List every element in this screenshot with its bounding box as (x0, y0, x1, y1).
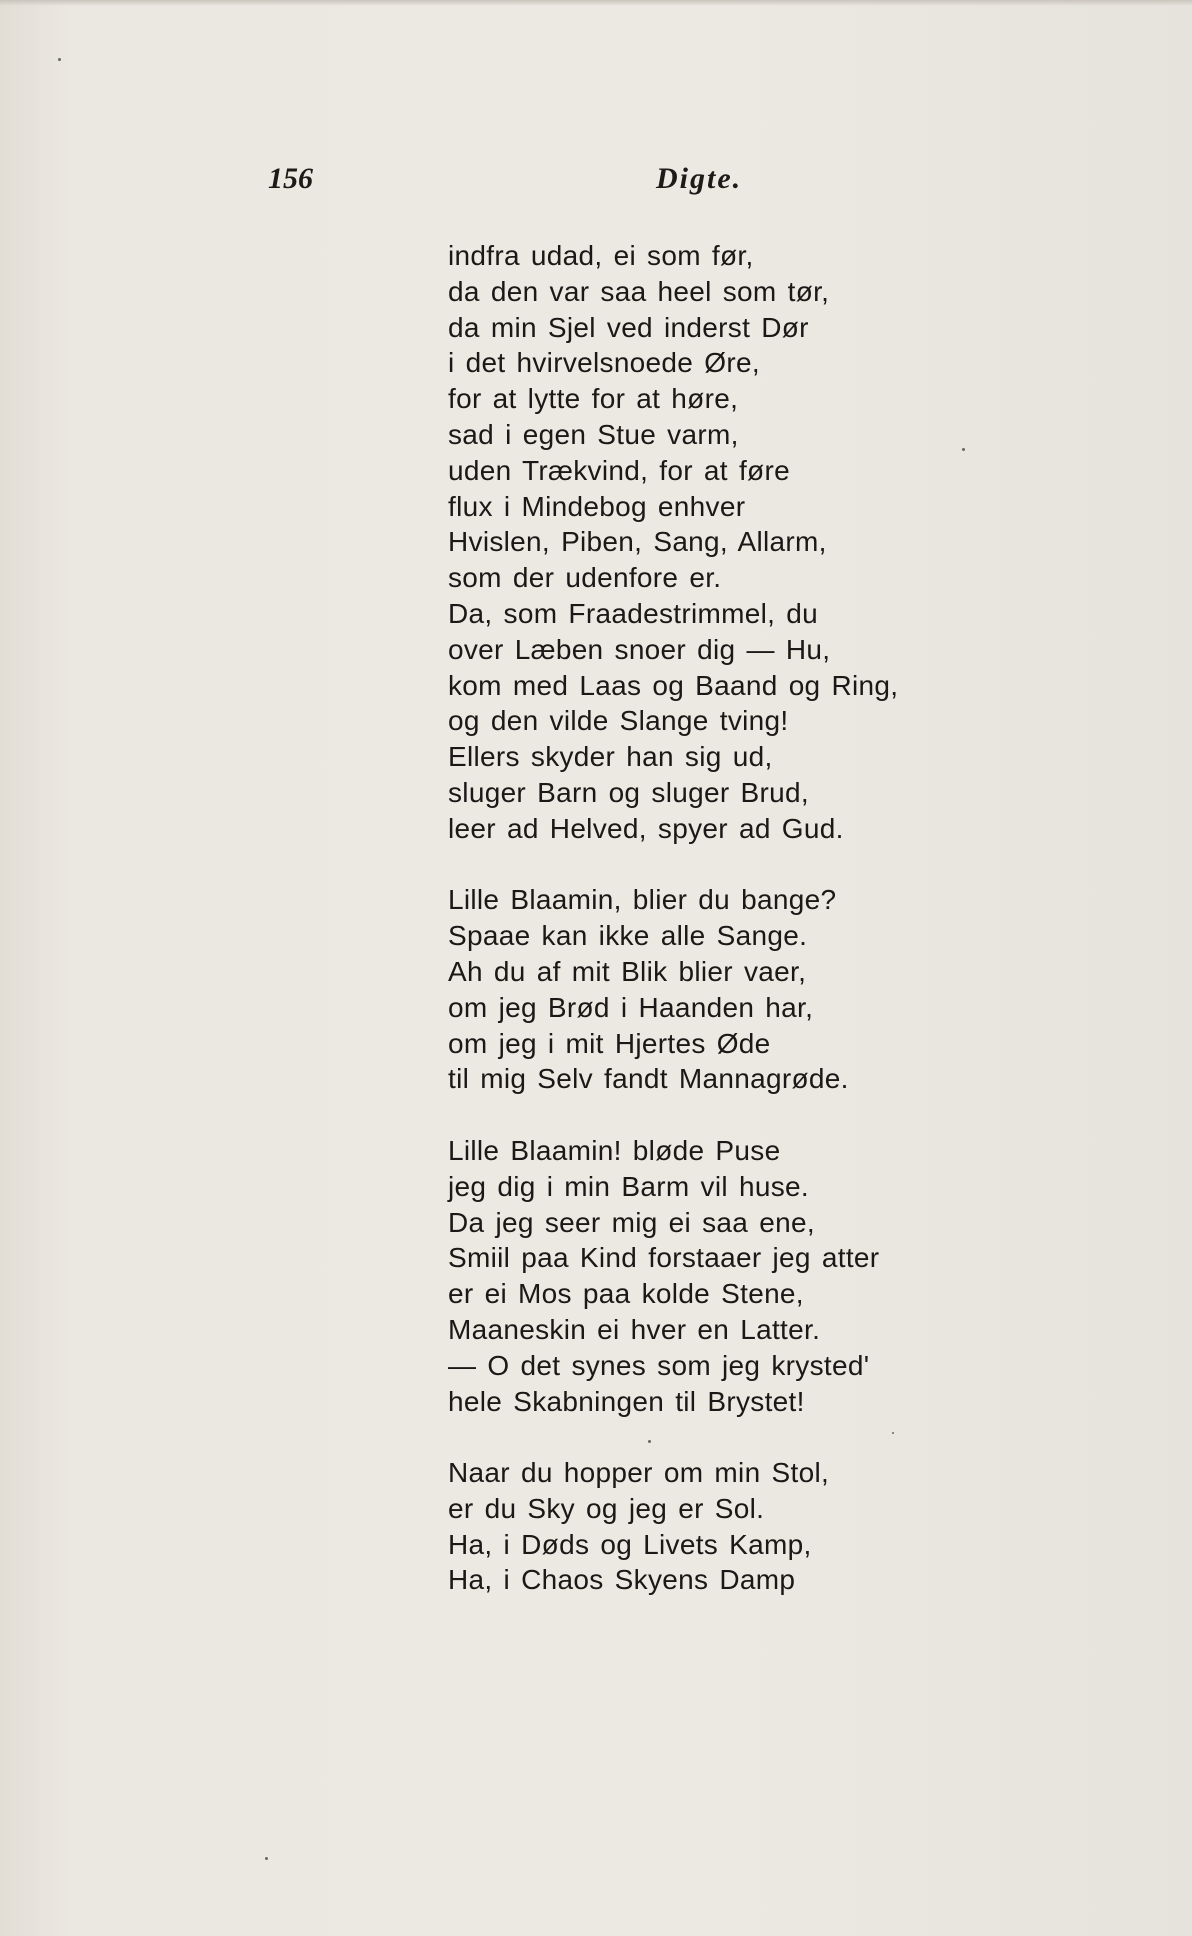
poem-line: hele Skabningen til Brystet! (448, 1385, 805, 1417)
poem-line: sluger Barn og sluger Brud, (448, 776, 809, 808)
poem-line: uden Trækvind, for at føre (448, 454, 790, 486)
paper-speck (892, 1432, 894, 1434)
stanza (448, 238, 1088, 847)
poem-line: indfra udad, ei som før, (448, 240, 754, 271)
poem-line: Da, som Fraadestrimmel, du (448, 597, 819, 629)
poem-line: for at lytte for at høre, (448, 383, 739, 415)
poem-line: Lille Blaamin, blier du bange? (448, 884, 837, 916)
poem-line: i det hvirvelsnoede Øre, (448, 347, 760, 379)
poem-line: om jeg i mit Hjertes Øde (448, 1027, 771, 1059)
poem-line: Ha, i Chaos Skyens Damp (448, 1564, 796, 1596)
poem-line: om jeg Brød i Haanden har, (448, 991, 814, 1023)
poem-line: og den vilde Slange tving! (448, 705, 789, 737)
poem-line: jeg dig i min Barm vil huse. (448, 1170, 809, 1202)
paper-speck (265, 1857, 268, 1860)
page-number: 156 (268, 162, 313, 195)
poem-line: da min Sjel ved inderst Dør (448, 311, 809, 343)
paper-speck (58, 58, 61, 61)
poem-line: Da jeg seer mig ei saa ene, (448, 1206, 815, 1238)
poem-line: over Læben snoer dig — Hu, (448, 633, 831, 665)
paper-speck (648, 1440, 651, 1443)
poem-line: er ei Mos paa kolde Stene, (448, 1278, 804, 1310)
poem-line: Lille Blaamin! bløde Puse (448, 1134, 781, 1166)
poem-line: Ah du af mit Blik blier vaer, (448, 955, 807, 987)
poem-line: til mig Selv fandt Mannagrøde. (448, 1063, 849, 1095)
poem-line: Spaae kan ikke alle Sange. (448, 920, 808, 952)
poem-line: Ha, i Døds og Livets Kamp, (448, 1528, 812, 1560)
stanza (448, 1133, 1088, 1419)
poem-line: da den var saa heel som tør, (448, 275, 830, 307)
poem-line: Hvislen, Piben, Sang, Allarm, (448, 526, 827, 558)
poem-line: — O det synes som jeg krysted' (448, 1349, 870, 1381)
poem-line: sad i egen Stue varm, (448, 418, 739, 450)
poem-line: kom med Laas og Baand og Ring, (448, 669, 899, 701)
poem-line: som der udenfore er. (448, 562, 722, 594)
poem-body (448, 238, 1088, 1634)
poem-line: er du Sky og jeg er Sol. (448, 1492, 765, 1524)
paper-speck (962, 448, 965, 451)
running-head: Digte. (656, 162, 743, 195)
poem-line: Smiil paa Kind forstaaer jeg atter (448, 1242, 880, 1274)
poem-line: Naar du hopper om min Stol, (448, 1457, 830, 1489)
poem-line: Maaneskin ei hver en Latter. (448, 1313, 821, 1345)
poem-line: leer ad Helved, spyer ad Gud. (448, 812, 844, 844)
stanza (448, 882, 1088, 1097)
stanza (448, 1455, 1088, 1598)
poem-line: Ellers skyder han sig ud, (448, 741, 773, 773)
poem-line: flux i Mindebog enhver (448, 490, 746, 522)
